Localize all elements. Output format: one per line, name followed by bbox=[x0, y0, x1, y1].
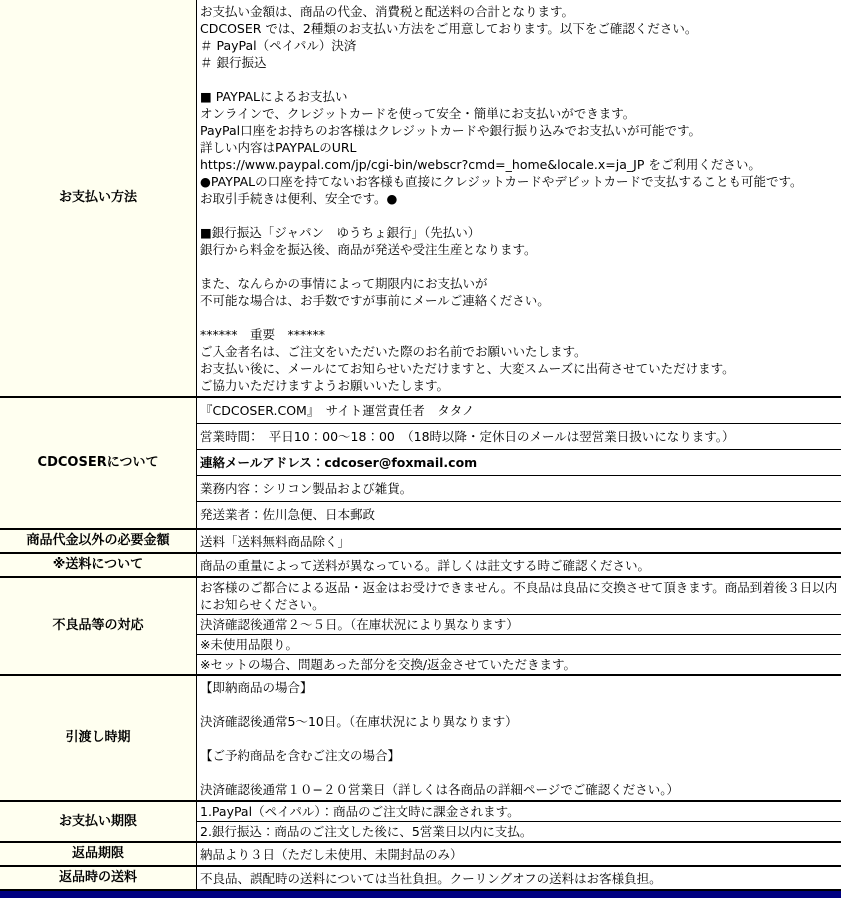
about-shop-content bbox=[197, 398, 841, 528]
row-payment-deadline bbox=[0, 802, 841, 843]
extra-fees-content bbox=[197, 530, 841, 552]
text-line: オンラインで、クレジットカードを使って安全・簡単にお支払いができます。 bbox=[200, 106, 636, 121]
blank-line bbox=[200, 207, 839, 224]
paypal-url-text: https://www.paypal.com/jp/cgi-bin/webscr?cmd=_home&locale.x=ja_JP をご利用ください。 bbox=[200, 157, 761, 172]
detail-row: ※セットの場合、問題あった部分を交換/返金させていただきます。 bbox=[200, 657, 577, 672]
row-defective-items bbox=[0, 578, 841, 676]
text-line: 決済確認後通常5〜10日。（在庫状況により異なります） bbox=[200, 714, 518, 729]
site-operator-row: 『CDCOSER.COM』 サイト運営責任者 タタノ bbox=[197, 398, 841, 424]
payment-method-content bbox=[197, 0, 841, 396]
text-line: ご入金者名は、ご注文をいただいた際のお名前でお願いいたします。 bbox=[200, 344, 587, 359]
row-about-shop bbox=[0, 398, 841, 530]
text-line: 不良品、誤配時の送料については当社負担。クーリングオフの送料はお客様負担。 bbox=[200, 871, 662, 886]
shipping-fee-content bbox=[197, 554, 841, 576]
row-return-deadline bbox=[0, 843, 841, 867]
return-shipping-content bbox=[197, 867, 841, 889]
blank-line bbox=[200, 258, 839, 275]
text-line: ■銀行振込「ジャパン ゆうちょ銀行」（先払い） bbox=[200, 225, 481, 240]
text-line: ●PAYPALの口座を持てないお客様も直接にクレジットカードやデビットカードで支払することも可能です。 bbox=[200, 174, 803, 189]
text-line: 【ご予約商品を含むご注文の場合】 bbox=[200, 748, 401, 763]
text-line: ＃ PayPal（ペイパル）決済 bbox=[200, 38, 357, 53]
detail-row: 2.銀行振込：商品のご注文した後に、5営業日以内に支払。 bbox=[200, 824, 533, 839]
important-marker-line: ****** 重要 ****** bbox=[200, 327, 326, 342]
detail-row: 決済確認後通常２〜５日。（在庫状況により異なります） bbox=[197, 615, 841, 635]
blank-line bbox=[200, 730, 839, 747]
text-line: ■ PAYPALによるお支払い bbox=[200, 89, 348, 104]
row-payment-method bbox=[0, 0, 841, 398]
delivery-time-content bbox=[197, 676, 841, 800]
text-line: お支払い金額は、商品の代金、消費税と配送料の合計となります。 bbox=[200, 4, 575, 19]
text-line: 商品の重量によって送料が異なっている。詳しくは註文する時ご確認ください。 bbox=[200, 558, 651, 573]
payment-deadline-content bbox=[197, 802, 841, 841]
defective-items-content bbox=[197, 578, 841, 674]
blank-line bbox=[200, 764, 839, 781]
return-shipping-label: 返品時の送料 bbox=[0, 867, 197, 889]
payment-deadline-label: お支払い期限 bbox=[0, 802, 197, 841]
text-line: 不可能な場合は、お手数ですが事前にメールご連絡ください。 bbox=[200, 293, 550, 308]
text-line: 送料「送料無料商品除く」 bbox=[200, 534, 351, 549]
detail-row: お客様のご都合による返品・返金はお受けできません。不良品は良品に交換させて頂きます。商品到着後３日以内にお知らせください。 bbox=[197, 578, 841, 615]
text-line: 【即納商品の場合】 bbox=[200, 680, 313, 695]
text-line: 銀行から料金を振込後、商品が発送や受注生産となります。 bbox=[200, 242, 537, 257]
text-line: お取引手続きは便利、安全です。● bbox=[200, 191, 398, 206]
text-line: ＃ 銀行振込 bbox=[200, 55, 267, 70]
business-description-row: 業務内容：シリコン製品および雑貨。 bbox=[197, 476, 841, 502]
defective-items-label: 不良品等の対応 bbox=[0, 578, 197, 674]
blank-line bbox=[200, 309, 839, 326]
text-line: ご協力いただけますようお願いいたします。 bbox=[200, 378, 450, 393]
row-return-shipping bbox=[0, 867, 841, 891]
bottom-divider-bar bbox=[0, 891, 841, 898]
delivery-time-label: 引渡し時期 bbox=[0, 676, 197, 800]
return-deadline-content bbox=[197, 843, 841, 865]
text-line: 詳しい内容はPAYPALのURL bbox=[200, 140, 357, 155]
blank-line bbox=[200, 71, 839, 88]
detail-row: 1.PayPal（ペイパル）：商品のご注文時に課金されます。 bbox=[197, 802, 841, 822]
row-delivery-time bbox=[0, 676, 841, 802]
row-extra-fees bbox=[0, 530, 841, 554]
shipping-fee-label: ※送料について bbox=[0, 554, 197, 576]
return-deadline-label: 返品期限 bbox=[0, 843, 197, 865]
blank-line bbox=[200, 696, 839, 713]
text-line: PayPal口座をお持ちのお客様はクレジットカードや銀行振り込みでお支払いが可能です。 bbox=[200, 123, 701, 138]
text-line: CDCOSER では、2種類のお支払い方法をご用意しております。以下をご確認ください。 bbox=[200, 21, 698, 36]
contact-email-row: 連絡メールアドレス：cdcoser@foxmail.com bbox=[197, 450, 841, 476]
row-shipping-fee bbox=[0, 554, 841, 578]
shipping-carrier-row: 発送業者：佐川急便、日本郵政 bbox=[200, 507, 376, 522]
payment-method-label: お支払い方法 bbox=[0, 0, 197, 396]
detail-row: ※未使用品限り。 bbox=[197, 635, 841, 655]
text-line: お支払い後に、メールにてお知らせいただけますと、大変スムーズに出荷させていただけます。 bbox=[200, 361, 735, 376]
text-line: 決済確認後通常１０−２０営業日（詳しくは各商品の詳細ページでご確認ください。） bbox=[200, 782, 679, 797]
business-hours-row: 営業時間： 平日10：00〜18：00 （18時以降・定休日のメールは翌営業日扱いになります。） bbox=[197, 424, 841, 450]
text-line: また、なんらかの事情によって期限内にお支払いが bbox=[200, 276, 488, 291]
text-line: 納品より３日（ただし未使用、未開封品のみ） bbox=[200, 847, 463, 862]
extra-fees-label: 商品代金以外の必要金額 bbox=[0, 530, 197, 552]
about-shop-label: CDCOSERについて bbox=[0, 398, 197, 528]
